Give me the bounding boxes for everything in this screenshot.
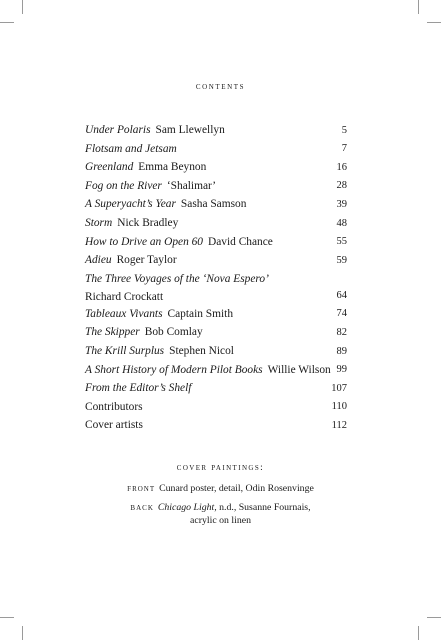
toc-entry[interactable] bbox=[85, 214, 347, 233]
toc-author: Willie Wilson bbox=[267, 363, 331, 376]
toc-page-number: 99 bbox=[336, 364, 347, 376]
toc-title: Under Polaris bbox=[85, 124, 151, 136]
back-painting-title: Chicago Light bbox=[157, 502, 215, 513]
toc-entry[interactable] bbox=[85, 305, 347, 324]
toc-page-number: 89 bbox=[336, 345, 347, 357]
toc-author: Sasha Samson bbox=[180, 198, 247, 211]
crop-mark bbox=[427, 22, 441, 23]
back-cover-credit bbox=[0, 502, 441, 527]
cover-paintings-heading: cover paintings: bbox=[176, 463, 265, 473]
toc-title: Fog on the River bbox=[85, 179, 162, 192]
toc-author: Bob Comlay bbox=[144, 326, 203, 339]
toc-title: How to Drive an Open 60 bbox=[85, 235, 204, 248]
toc-entry[interactable] bbox=[85, 398, 347, 417]
front-credit-text: Cunard poster, detail, Odin Rosenvinge bbox=[159, 483, 314, 494]
crop-mark bbox=[22, 0, 23, 14]
toc-title: Adieu bbox=[85, 254, 112, 267]
toc-entry[interactable] bbox=[85, 342, 347, 361]
toc-title: The Krill Surplus bbox=[85, 344, 165, 357]
toc-title: Flotsam and Jetsam bbox=[85, 142, 177, 155]
contents-heading: contents bbox=[195, 82, 246, 92]
toc-entry[interactable] bbox=[85, 251, 347, 270]
back-credit-text: , n.d., Susanne Fournais, bbox=[214, 502, 311, 513]
toc-author: David Chance bbox=[208, 235, 273, 248]
toc-entry[interactable] bbox=[85, 323, 347, 342]
toc-author: Roger Taylor bbox=[116, 254, 177, 267]
toc-page-number: 28 bbox=[336, 180, 347, 192]
toc-page-number: 107 bbox=[331, 382, 347, 394]
toc-entry[interactable] bbox=[85, 140, 347, 159]
toc-page-number: 55 bbox=[336, 236, 347, 248]
toc-title: Contributors bbox=[85, 400, 143, 413]
toc-entry[interactable] bbox=[85, 158, 347, 177]
toc-page-number: 82 bbox=[336, 326, 347, 338]
toc-author: Emma Beynon bbox=[138, 161, 207, 174]
toc-entry[interactable] bbox=[85, 416, 347, 435]
table-of-contents bbox=[85, 121, 347, 435]
toc-entry[interactable] bbox=[85, 361, 347, 380]
toc-entry[interactable] bbox=[85, 121, 347, 140]
toc-page-number: 74 bbox=[336, 308, 347, 320]
front-cover-credit bbox=[0, 483, 441, 496]
back-label: back bbox=[130, 502, 154, 513]
toc-page-number: 48 bbox=[336, 217, 347, 229]
toc-author: Stephen Nicol bbox=[169, 344, 234, 357]
crop-mark bbox=[418, 626, 419, 640]
toc-page-number: 7 bbox=[341, 143, 347, 155]
toc-title: Cover artists bbox=[85, 419, 143, 432]
toc-title: The Three Voyages of the ‘Nova Espero’ bbox=[85, 272, 269, 285]
front-label: front bbox=[127, 483, 156, 494]
toc-page-number: 5 bbox=[341, 124, 347, 136]
toc-page-number: 39 bbox=[336, 198, 347, 210]
toc-title: A Superyacht’s Year bbox=[85, 198, 176, 211]
toc-entry[interactable] bbox=[85, 195, 347, 214]
toc-title: A Short History of Modern Pilot Books bbox=[85, 363, 263, 376]
toc-entry[interactable] bbox=[85, 233, 347, 252]
toc-entry[interactable] bbox=[85, 270, 347, 305]
toc-page-number: 64 bbox=[336, 289, 347, 301]
toc-title: Storm bbox=[85, 216, 113, 229]
crop-mark bbox=[0, 617, 14, 618]
toc-title: The Skipper bbox=[85, 326, 140, 339]
toc-author: Richard Crockatt bbox=[85, 290, 164, 303]
toc-title: Greenland bbox=[85, 161, 134, 174]
toc-page-number: 59 bbox=[336, 254, 347, 266]
toc-entry[interactable] bbox=[85, 177, 347, 196]
crop-mark bbox=[427, 617, 441, 618]
crop-mark bbox=[0, 22, 14, 23]
toc-author: Sam Llewellyn bbox=[155, 124, 225, 136]
toc-author: Captain Smith bbox=[167, 307, 234, 320]
toc-page-number: 110 bbox=[331, 401, 347, 413]
crop-mark bbox=[418, 0, 419, 14]
toc-entry[interactable] bbox=[85, 379, 347, 398]
toc-author: ‘Shalimar’ bbox=[166, 179, 217, 192]
toc-title: Tableaux Vivants bbox=[85, 307, 163, 320]
back-credit-medium: acrylic on linen bbox=[190, 514, 251, 526]
toc-title: From the Editor’s Shelf bbox=[85, 382, 192, 395]
toc-page-number: 112 bbox=[331, 419, 347, 431]
toc-author: Nick Bradley bbox=[117, 216, 179, 229]
toc-page-number: 16 bbox=[336, 161, 347, 173]
crop-mark bbox=[22, 626, 23, 640]
